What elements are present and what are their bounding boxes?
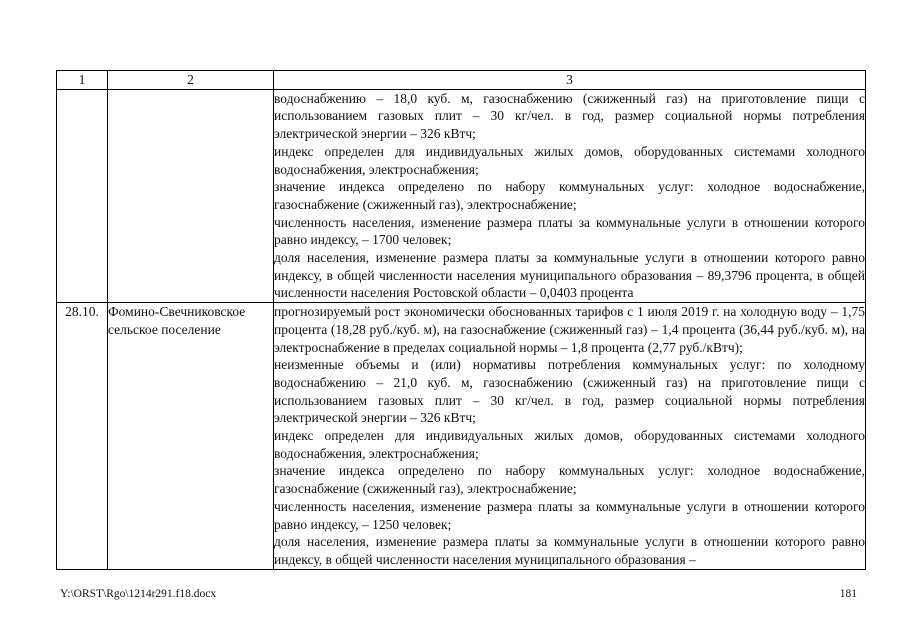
paragraph: водоснабжению – 18,0 куб. м, газоснабжению (сжиженный газ) на приготовление пищи с использованием газовых плит – 30 кг/чел. в год, размер социальной нормы потребления электрической энергии – 326 кВтч; [274,90,865,142]
paragraph: доля населения, изменение размера платы за коммунальные услуги в отношении которого равно индексу, в общей численности населения муниципального образования – 89,3796 процента, в общей численности населения Ростовской области – 0,0403 процента [274,250,865,301]
header-col-1: 1 [57,71,108,90]
paragraph: индекс определен для индивидуальных жилых домов, оборудованных системами холодного водоснабжения, электроснабжения; [274,428,865,461]
table-row [57,89,866,302]
paragraph: неизменные объемы и (или) нормативы потребления коммунальных услуг: по холодному водоснабжению – 21,0 куб. м, газоснабжению (сжиженный газ) на приготовление пищи с использованием газовых плит – 30 кг/чел. в год, размер социальной нормы потребления электрической энергии – 326 кВтч; [274,357,865,426]
paragraph: доля населения, изменение размера платы за коммунальные услуги в отношении которого равно индексу, в общей численности населения муниципального образования – [274,534,865,567]
header-col-2: 2 [108,71,274,90]
paragraph: значение индекса определено по набору коммунальных услуг: холодное водоснабжение, газоснабжение (сжиженный газ), электроснабжение; [274,463,865,497]
footer-file-path: Y:\ORST\Rgo\1214r291.f18.docx [60,588,217,600]
paragraph: индекс определен для индивидуальных жилых домов, оборудованных системами холодного водоснабжения, электроснабжения; [274,143,865,177]
municipality-name [108,89,274,302]
table-header-row [57,71,866,90]
row-content [274,303,866,570]
footer-page-number: 181 [839,588,857,600]
table-row [57,303,866,570]
row-content [274,89,866,302]
municipality-name: Фомино-Свечниковское сельское поселение [108,303,274,570]
paragraph: численность населения, изменение размера платы за коммунальные услуги в отношении которого равно индексу, – 1250 человек; [274,498,865,532]
tariff-table [56,70,866,570]
row-number [57,89,108,302]
paragraph: значение индекса определено по набору коммунальных услуг: холодное водоснабжение, газоснабжение (сжиженный газ), электроснабжение; [274,179,865,212]
paragraph: численность населения, изменение размера платы за коммунальные услуги в отношении которого равно индексу, – 1700 человек; [274,214,865,248]
row-number: 28.10. [57,303,108,570]
paragraph: прогнозируемый рост экономически обоснованных тарифов с 1 июля 2019 г. на холодную воду – 1,75 процента (18,28 руб./куб. м), на газоснабжение (сжиженный газ) – 1,4 процента (36,44 руб./куб. м), на электроснабжение в пределах социальной нормы – 1,8 процента (2,77 руб./кВтч); [274,304,865,355]
header-col-3: 3 [274,71,866,90]
